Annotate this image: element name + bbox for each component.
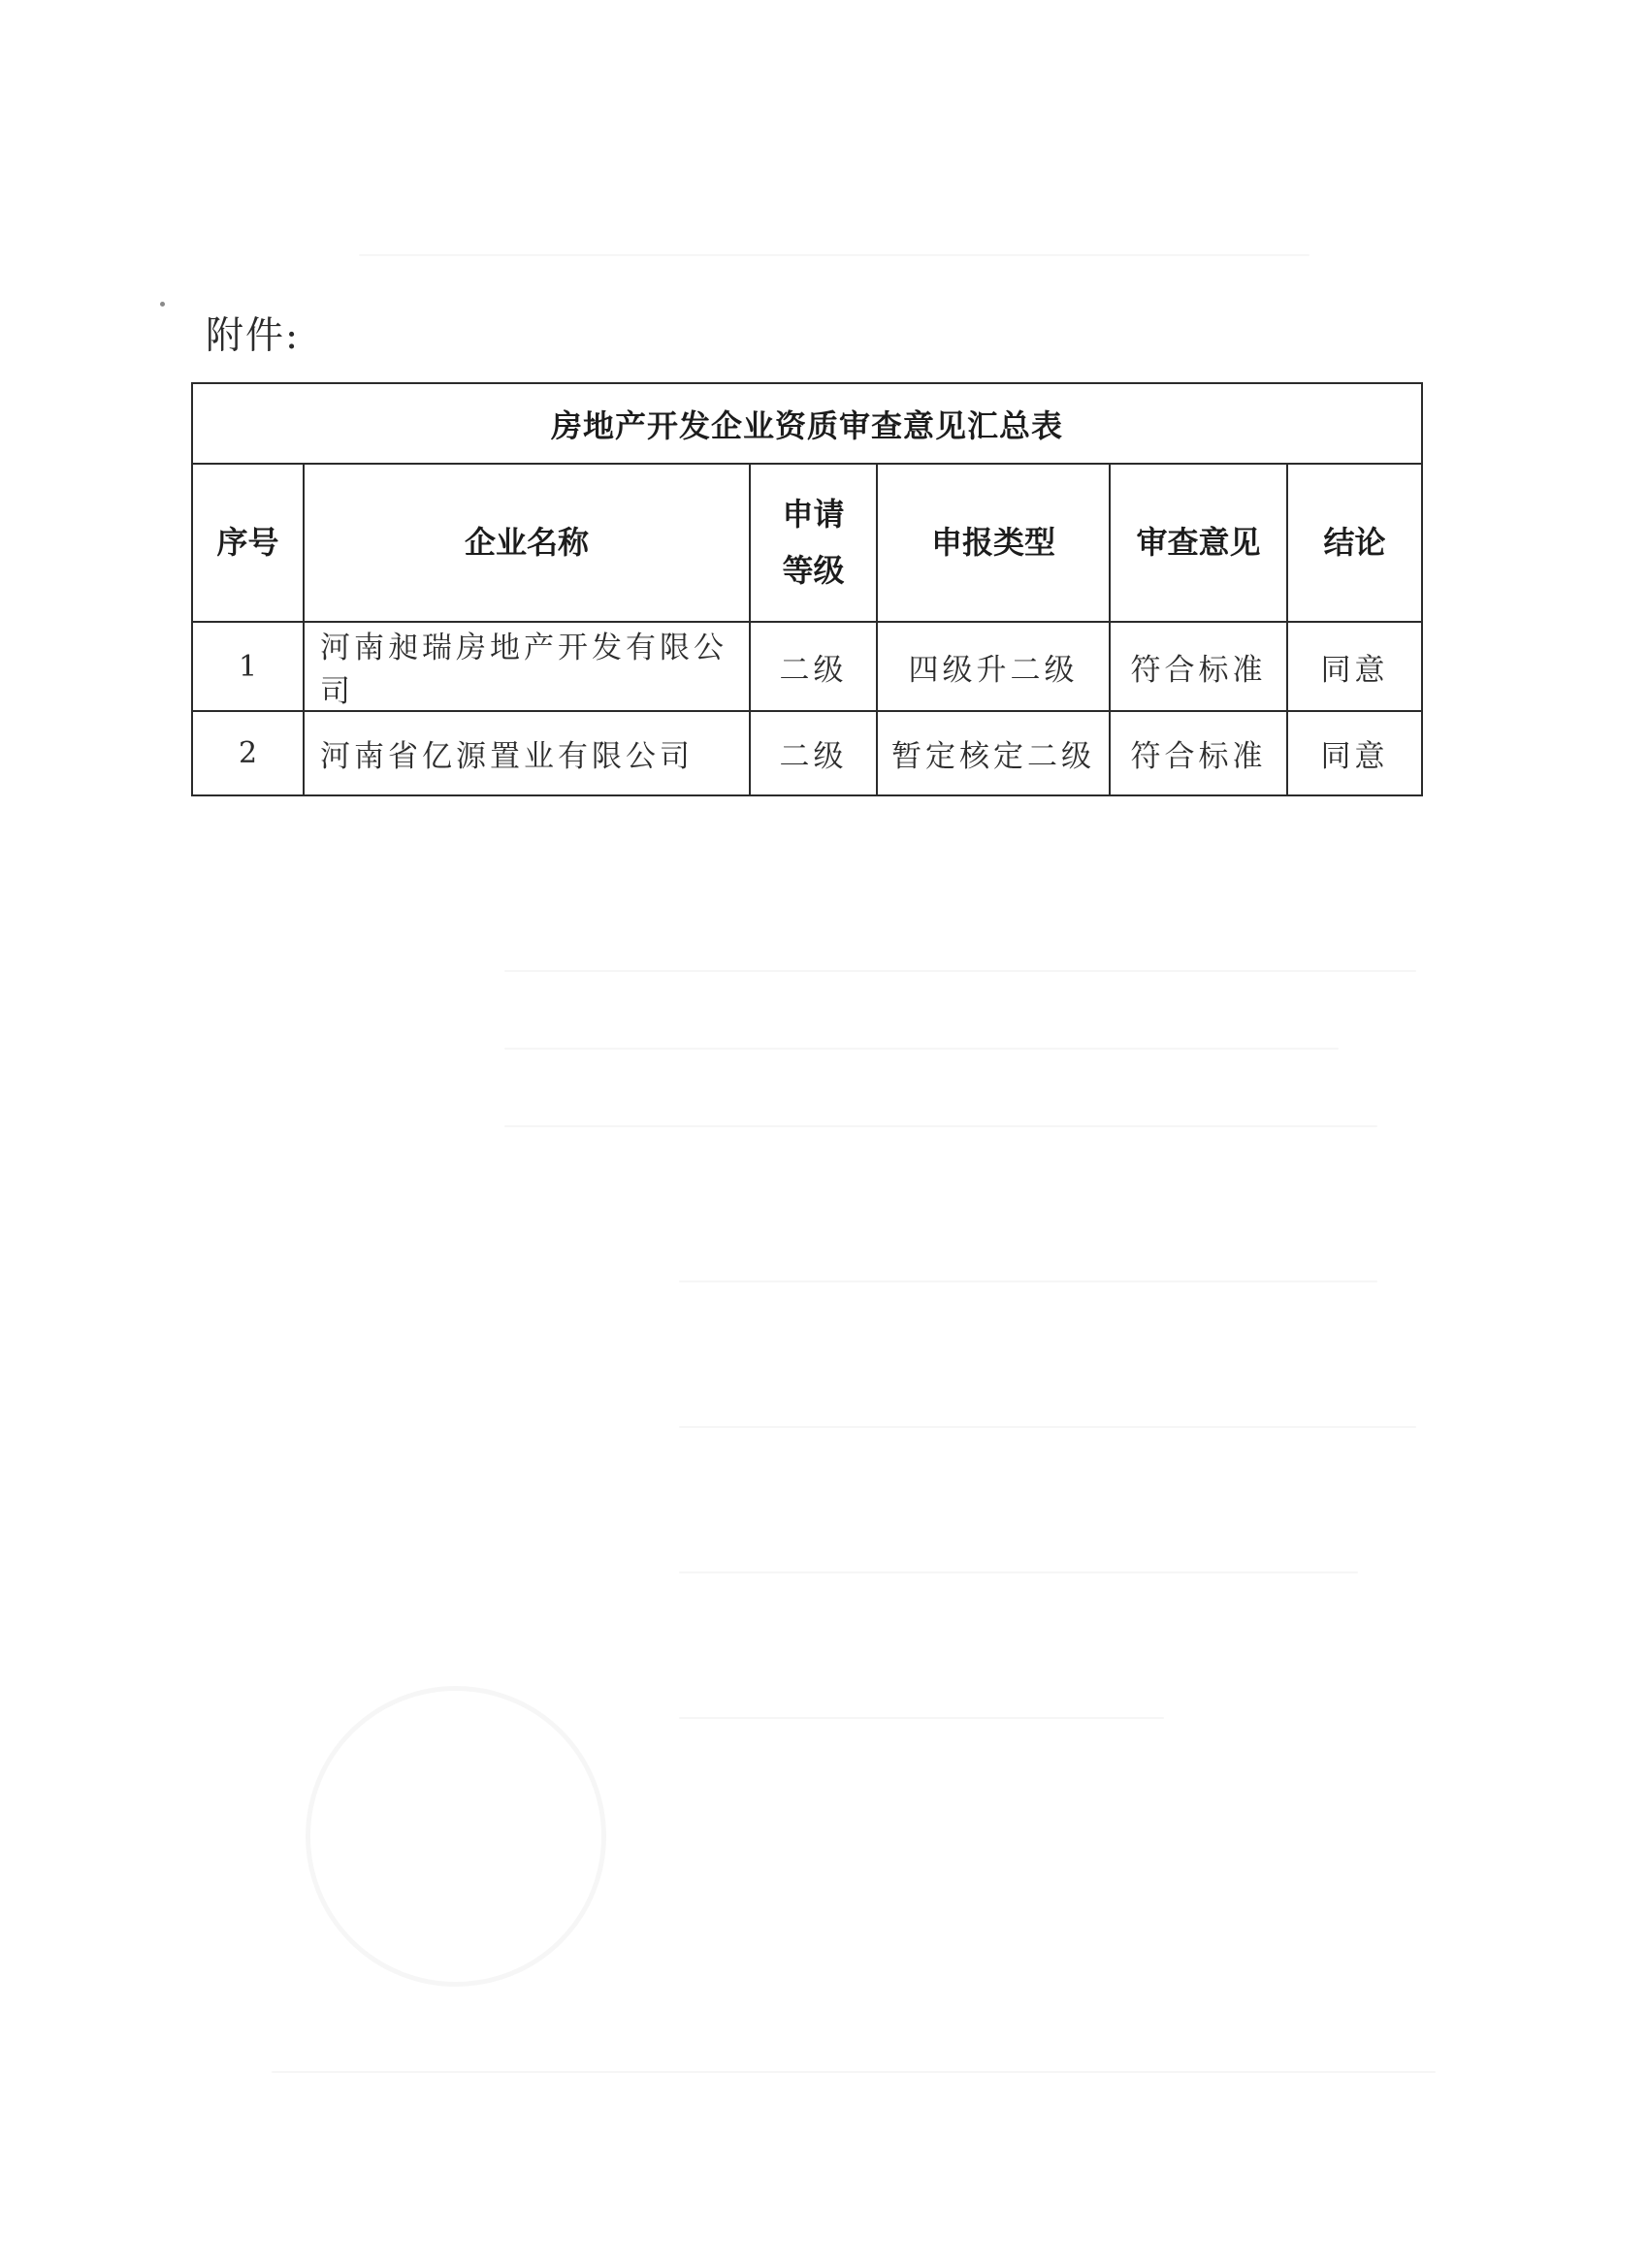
header-grade (750, 464, 877, 622)
header-company: 企业名称 (304, 464, 750, 622)
header-grade-line2: 等级 (782, 551, 845, 589)
table-title-row (192, 383, 1422, 464)
row-company: 河南昶瑞房地产开发有限公司 (304, 622, 750, 711)
table-row (192, 711, 1422, 795)
row-index: 2 (192, 711, 304, 795)
bleed-through-line (679, 1717, 1164, 1719)
row-opinion: 符合标准 (1110, 711, 1287, 795)
header-conclusion: 结论 (1287, 464, 1422, 622)
bleed-through-line (679, 1426, 1416, 1428)
bleed-through-line (272, 2071, 1436, 2073)
row-company: 河南省亿源置业有限公司 (304, 711, 750, 795)
scan-speck (160, 302, 165, 307)
header-grade-line1: 申请 (782, 495, 845, 533)
stamp-bleed-through (306, 1686, 606, 1987)
row-grade: 二级 (750, 711, 877, 795)
row-type: 暂定核定二级 (877, 711, 1110, 795)
table-row (192, 622, 1422, 711)
row-type: 四级升二级 (877, 622, 1110, 711)
row-index: 1 (192, 622, 304, 711)
row-grade: 二级 (750, 622, 877, 711)
bleed-through-line (504, 970, 1416, 972)
bleed-through-line (504, 1048, 1339, 1050)
row-conclusion: 同意 (1287, 622, 1422, 711)
qualification-review-table (191, 382, 1423, 796)
table-title: 房地产开发企业资质审查意见汇总表 (192, 383, 1422, 464)
header-type: 申报类型 (877, 464, 1110, 622)
header-opinion: 审查意见 (1110, 464, 1287, 622)
header-index: 序号 (192, 464, 304, 622)
attachment-label: 附件: (206, 314, 301, 358)
bleed-through-line (359, 254, 1310, 256)
table-header-row (192, 464, 1422, 622)
bleed-through-line (679, 1571, 1358, 1573)
bleed-through-line (504, 1125, 1377, 1127)
row-opinion: 符合标准 (1110, 622, 1287, 711)
bleed-through-line (679, 1280, 1377, 1282)
row-conclusion: 同意 (1287, 711, 1422, 795)
